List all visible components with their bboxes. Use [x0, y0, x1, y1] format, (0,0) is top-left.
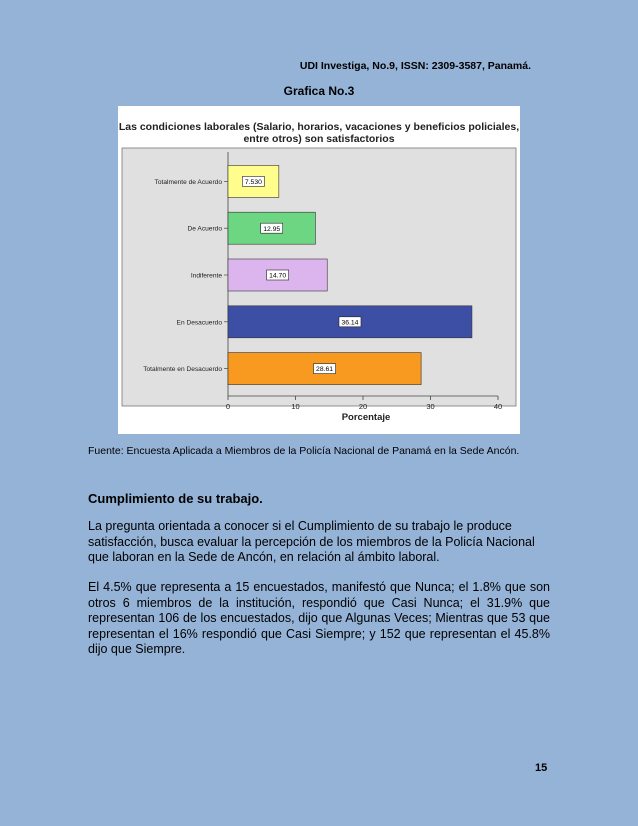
- paragraph-results: El 4.5% que representa a 15 encuestados, manifestó que Nunca; el 1.8% que son otros 6 miembros de la institución, respondió que Casi Nunca; el 31.9% que representan 106 de los encuestados, dijo que Algunas Veces; Mientras que 53 que representan el 16% respondió que Casi Siempre; y 152 que representan el 45.8% dijo que Siempre.: [88, 580, 550, 656]
- chart-title-line-2: entre otros) son satisfactorios: [243, 133, 395, 145]
- source-caption: Fuente: Encuesta Aplicada a Miembros de la Policía Nacional de Panamá en la Sede Ancón.: [88, 445, 520, 457]
- category-label: Indiferente: [190, 272, 222, 280]
- data-label: 7.530: [244, 179, 262, 186]
- data-label: 36.14: [341, 319, 359, 327]
- category-label: Totalmente en Desacuerdo: [143, 366, 222, 374]
- graph-label: Grafica No.3: [283, 84, 355, 98]
- x-axis-label: Porcentaje: [341, 412, 391, 423]
- category-label: En Desacuerdo: [176, 319, 222, 327]
- journal-header: UDI Investiga, No.9, ISSN: 2309-3587, Panamá.: [299, 60, 531, 72]
- chart-title-line-1: Las condiciones laborales (Salario, horarios, vacaciones y beneficios policiales,: [118, 121, 520, 133]
- paragraph-intro: La pregunta orientada a conocer si el Cumplimiento de su trabajo le produce satisfacción, busca evaluar la percepción de los miembros de la Policía Nacional que laboran en la Sede de Ancón, en relación al ámbito laboral.: [88, 519, 535, 564]
- category-label: De Acuerdo: [187, 225, 222, 233]
- data-label: 28.61: [316, 366, 334, 374]
- category-label: Totalmente de Acuerdo: [154, 178, 222, 186]
- x-tick-label: 30: [426, 402, 435, 411]
- chart-svg: [118, 106, 520, 434]
- page-number: 15: [535, 762, 548, 774]
- x-tick-label: 20: [358, 402, 368, 411]
- x-tick-label: 0: [225, 402, 231, 411]
- x-tick-label: 40: [493, 402, 503, 411]
- data-label: 14.70: [269, 272, 287, 280]
- x-tick-label: 10: [291, 402, 300, 411]
- bar-chart: [118, 106, 520, 434]
- data-label: 12.95: [263, 225, 281, 233]
- section-title: Cumplimiento de su trabajo.: [88, 491, 263, 506]
